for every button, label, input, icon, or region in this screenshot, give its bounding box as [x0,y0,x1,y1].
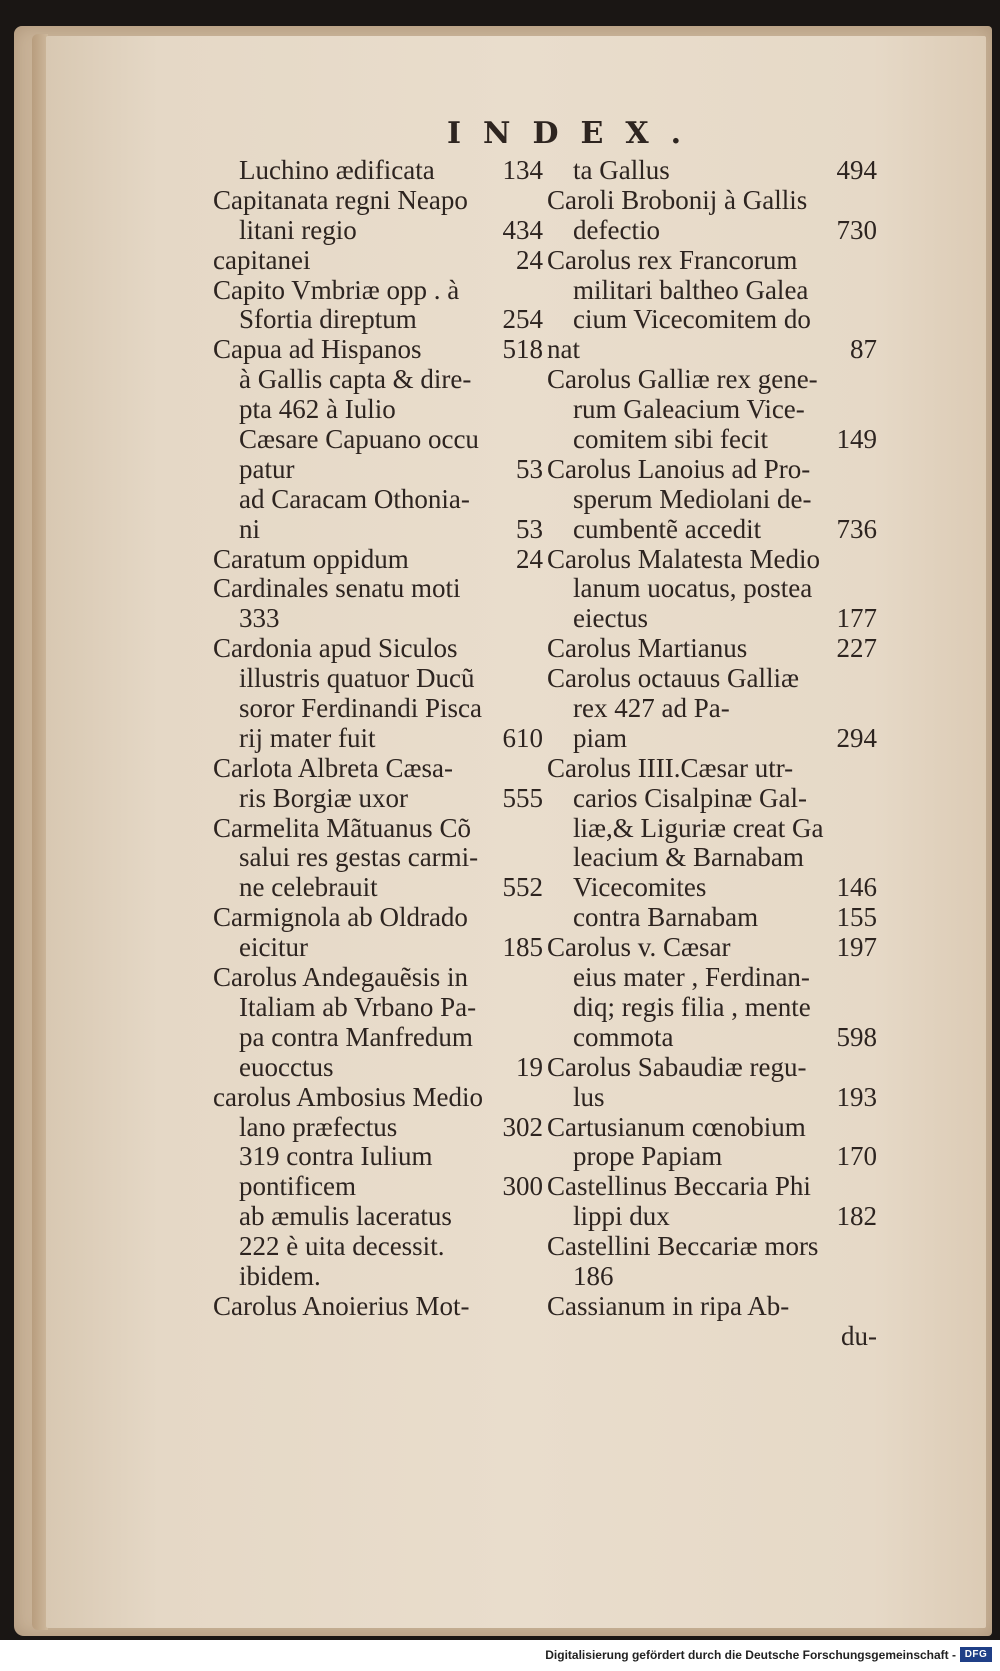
entry-page-number: 170 [836,1141,877,1172]
entry-page-number: 552 [502,872,543,903]
index-entry [547,664,877,694]
index-entry [213,1053,543,1083]
entry-text: eiectus [573,603,648,634]
entry-text: à Gallis capta & dire- [239,364,472,395]
entry-text: lano præfectus [239,1111,398,1142]
index-entry [547,963,877,993]
entry-text: Cassianum in ripa Ab- [547,1290,790,1321]
entry-text: Italiam ab Vrbano Pa- [239,991,477,1022]
entry-page-number: 134 [502,155,543,185]
entry-text: 222 è uita decessit. [239,1231,445,1262]
entry-text: Castellinus Beccaria Phi [547,1171,811,1202]
index-entry [213,515,543,545]
entry-text: Castellini Beccariæ mors [547,1231,819,1262]
index-entry [547,545,877,575]
entry-text: euocctus [239,1051,334,1082]
index-entry [213,873,543,903]
index-entry [213,1172,543,1202]
index-entry [547,515,877,545]
index-entry [213,485,543,515]
index-entry [547,485,877,515]
entry-text: eicitur [239,932,308,963]
entry-page-number: 598 [836,1021,877,1052]
entry-text: pta 462 à Iulio [239,394,396,425]
index-entry [547,395,877,425]
entry-text: 319 contra Iulium [239,1141,433,1172]
entry-page-number: 302 [502,1111,543,1142]
index-entry [213,574,543,604]
index-entry [547,425,877,455]
entry-page-number: 193 [836,1081,877,1112]
index-entry [213,1083,543,1113]
entry-text: Capitanata regni Neapo [213,184,468,215]
index-entry [547,1202,877,1232]
entry-text: sperum Mediolani de- [573,483,812,514]
index-entry [213,1142,543,1172]
page-title: INDEX. [447,116,704,151]
entry-page-number: 185 [502,932,543,963]
index-entry [213,216,543,246]
index-entry [547,455,877,485]
entry-text: eius mater , Ferdinan- [573,962,810,993]
index-entry [547,246,877,276]
index-column-right [547,156,877,1352]
entry-text: Carlota Albreta Cæsa- [213,752,453,783]
entry-text: prope Papiam [573,1141,723,1172]
index-entry [213,993,543,1023]
entry-page-number: 736 [836,513,877,544]
index-entry [547,335,877,365]
entry-page-number: 518 [502,334,543,365]
entry-text: carios Cisalpinæ Gal- [573,782,807,813]
dfg-logo-icon: DFG [960,1647,992,1662]
entry-text: Capua ad Hispanos [213,334,422,365]
entry-text: Cardinales senatu moti [213,573,461,604]
entry-text: Luchino ædificata [239,155,435,185]
entry-text: Carolus v. Cæsar [547,932,731,963]
entry-page-number: 197 [836,932,877,963]
entry-text: capitanei [213,244,311,275]
entry-page-number: 294 [836,722,877,753]
funding-notice: Digitalisierung gefördert durch die Deutsche Forschungsgemeinschaft - [545,1648,956,1662]
index-entry [213,425,543,455]
entry-text: Carolus Anoierius Mot- [213,1290,470,1321]
entry-text: Carmignola ab Oldrado [213,902,468,933]
entry-text: Carolus octauus Galliæ [547,663,799,694]
entry-page-number: 149 [836,424,877,455]
entry-text: rex 427 ad Pa- [573,693,730,724]
entry-text: Carolus rex Francorum [547,244,798,275]
entry-text: ibidem. [239,1260,321,1291]
entry-text: Carmelita Mãtuanus Cõ [213,812,471,843]
entry-page-number: 254 [502,304,543,335]
entry-page-number: 555 [502,782,543,813]
entry-text: Sfortia direptum [239,304,417,335]
index-entry [213,963,543,993]
entry-text: lus [573,1081,605,1112]
entry-page-number: 24 [516,543,543,574]
entry-text: cium Vicecomitem do [573,304,811,335]
entry-page-number: 177 [836,603,877,634]
index-entry [547,1053,877,1083]
index-entry [547,634,877,664]
entry-text: rum Galeacium Vice- [573,394,805,425]
index-entry [547,186,877,216]
entry-text: Carolus Andegauẽsis in [213,962,468,993]
index-entry [213,1292,543,1322]
index-entry [547,933,877,963]
index-entry [213,545,543,575]
index-entry [547,1172,877,1202]
entry-text: Caroli Brobonij à Gallis [547,184,808,215]
entry-text: pontificem [239,1171,356,1202]
index-entry [213,395,543,425]
index-entry [547,694,877,724]
index-entry [547,1083,877,1113]
index-entry [547,1292,877,1322]
entry-text: illustris quatuor Ducũ [239,663,475,694]
entry-text: Carolus Malatesta Medio [547,543,820,574]
entry-page-number: 434 [502,214,543,245]
index-entry [547,754,877,784]
index-entry [213,634,543,664]
entry-text: carolus Ambosius Medio [213,1081,483,1112]
entry-text: contra Barnabam [573,902,759,933]
index-entry [213,1232,543,1262]
index-entry [547,1142,877,1172]
entry-text: Carolus Galliæ rex gene- [547,364,818,395]
entry-text: Carolus Sabaudiæ regu- [547,1051,807,1082]
entry-text: ris Borgiæ uxor [239,782,409,813]
index-entry [547,814,877,844]
index-entry [213,604,543,634]
entry-text: Carolus IIII.Cæsar utr- [547,752,794,783]
entry-page-number: 730 [836,214,877,245]
index-entry [547,993,877,1023]
entry-text: leacium & Barnabam [573,842,804,873]
index-entry [547,156,877,186]
entry-page-number: 146 [836,872,877,903]
index-entry [547,1023,877,1053]
footer-bar [0,1640,1000,1671]
entry-text: cumbentẽ accedit [573,513,762,544]
index-entry [547,873,877,903]
entry-text: patur [239,453,295,484]
index-entry [213,1113,543,1143]
entry-page-number: 155 [836,902,877,933]
index-entry [213,784,543,814]
entry-text: comitem sibi fecit [573,424,768,455]
index-entry [547,903,877,933]
index-entry [547,724,877,754]
index-entry [213,664,543,694]
entry-text: Capito Vmbriæ opp . à [213,274,460,305]
entry-text: Cardonia apud Siculos [213,633,458,664]
entry-page-number: 182 [836,1201,877,1232]
index-entry [213,365,543,395]
entry-text: ni [239,513,261,544]
index-entry [547,276,877,306]
entry-text: soror Ferdinandi Pisca [239,693,482,724]
entry-text: militari baltheo Galea [573,274,809,305]
entry-text: 186 [573,1260,614,1291]
entry-text: liæ,& Liguriæ creat Ga [573,812,824,843]
index-entry [213,814,543,844]
index-entry [547,843,877,873]
entry-page-number: 53 [516,513,543,544]
entry-text: Cæsare Capuano occu [239,424,479,455]
index-entry [213,843,543,873]
entry-text: piam [573,722,627,753]
entry-text: Caratum oppidum [213,543,409,574]
index-entry [547,1113,877,1143]
index-entry [547,574,877,604]
index-entry [213,186,543,216]
index-entry [213,246,543,276]
index-entry [547,1232,877,1262]
entry-page-number: 300 [502,1171,543,1202]
entry-text: rij mater fuit [239,722,376,753]
index-entry [213,1262,543,1292]
entry-text: lippi dux [573,1201,670,1232]
index-entry [213,903,543,933]
entry-text: ad Caracam Othonia- [239,483,470,514]
entry-page-number: 494 [836,155,877,185]
index-entry [213,276,543,306]
index-entry [547,1322,877,1352]
index-entry [547,365,877,395]
entry-text: diq; regis filia , mente [573,991,811,1022]
entry-page-number: 53 [516,453,543,484]
index-entry [213,1202,543,1232]
entry-page-number: 610 [502,722,543,753]
entry-text: Carolus Lanoius ad Pro- [547,453,811,484]
entry-text: 333 [239,603,280,634]
entry-text: defectio [573,214,660,245]
index-entry [213,156,543,186]
entry-text: salui res gestas carmi- [239,842,479,873]
index-entry [213,305,543,335]
entry-page-number: 24 [516,244,543,275]
entry-text: ta Gallus [573,155,670,185]
entry-text: Carolus Martianus [547,633,748,664]
index-entry [213,754,543,784]
entry-text: Vicecomites [573,872,707,903]
index-column-left [213,156,543,1322]
index-entry [547,305,877,335]
index-entry [547,784,877,814]
index-entry [213,933,543,963]
index-entry [213,724,543,754]
entry-page-number: du- [841,1320,877,1351]
entry-page-number: 227 [836,633,877,664]
entry-text: Cartusianum cœnobium [547,1111,806,1142]
entry-text: commota [573,1021,674,1052]
index-entry [213,335,543,365]
entry-text: nat [547,334,580,365]
entry-text: lanum uocatus, postea [573,573,813,604]
index-entry [547,604,877,634]
entry-text: pa contra Manfredum [239,1021,473,1052]
index-entry [547,216,877,246]
index-entry [213,694,543,724]
index-entry [213,455,543,485]
entry-text: litani regio [239,214,357,245]
entry-text: ne celebrauit [239,872,378,903]
entry-text: ab æmulis laceratus [239,1201,452,1232]
entry-page-number: 19 [516,1051,543,1082]
entry-page-number: 87 [850,334,877,365]
index-entry [213,1023,543,1053]
index-entry [547,1262,877,1292]
